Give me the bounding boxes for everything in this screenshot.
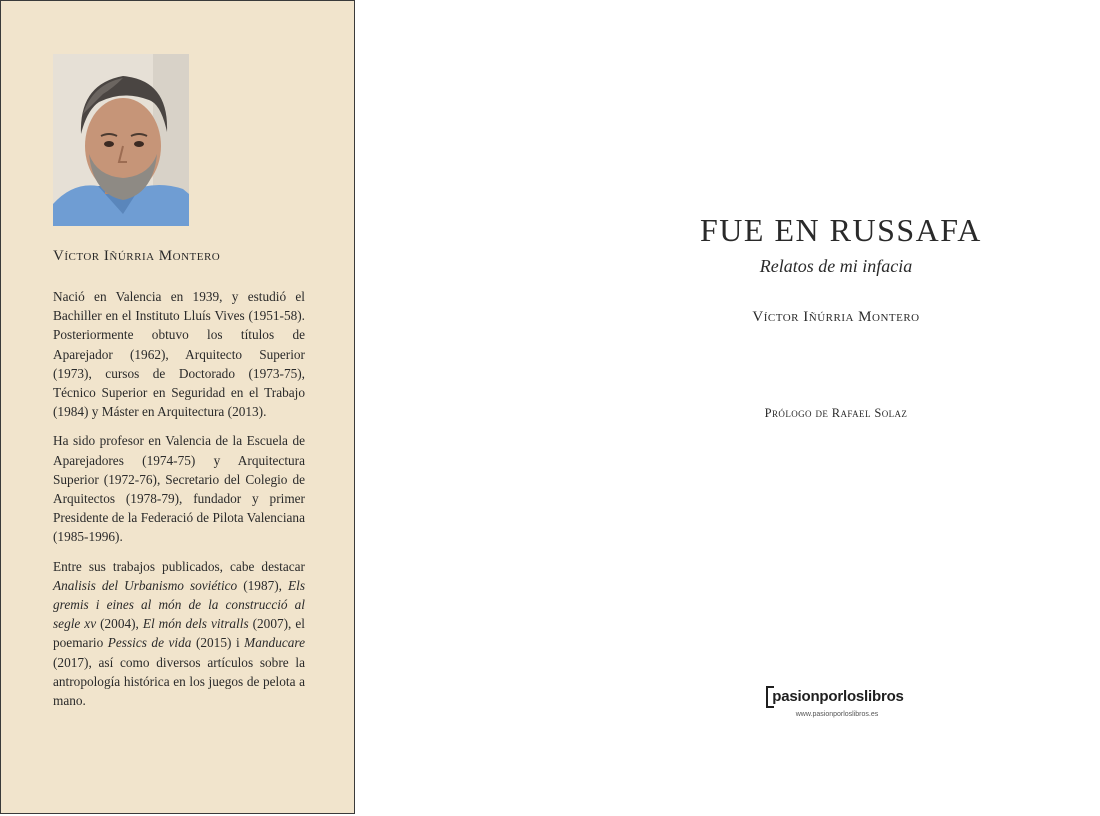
book-title: FUE EN RUSSAFA: [700, 212, 982, 248]
flap-author-name: Víctor Iñúrria Montero: [53, 248, 221, 264]
bio-text: Nació en Valencia en 1939, y estudió el Bachiller en el Instituto Lluís Vives (1951-58). Posteriormente obtuvo los títulos de Aparejador (1962), Arquitecto Superior (1973), cursos de Doctorado (1973-75), Técnico Superior en Seguridad en el Trabajo (1984) y Máster en Arquitectura (2013).: [53, 289, 305, 420]
work-title: Els gremis i eines al món de la construcció al segle xv: [53, 577, 305, 632]
bio-text: (2007), el poemario: [53, 616, 305, 651]
bio-paragraph: [53, 431, 305, 546]
title-page-author: Víctor Iñúrria Montero: [752, 309, 920, 325]
author-biography: [53, 287, 305, 720]
author-photo: [53, 54, 189, 226]
book-bracket-icon: [766, 686, 774, 708]
publisher-name-text: pasionporloslibros: [772, 688, 904, 705]
work-title: El món dels vitralls: [142, 616, 249, 632]
book-subtitle: Relatos de mi infacia: [759, 256, 913, 276]
bio-paragraph: [53, 287, 305, 421]
author-portrait-icon: [53, 54, 189, 226]
work-title: Analisis del Urbanismo soviético: [53, 577, 238, 593]
work-title: Manducare: [244, 635, 305, 651]
work-title: Pessics de vida: [107, 635, 192, 651]
bio-text: (2015) i: [191, 635, 245, 651]
bio-text: Ha sido profesor en Valencia de la Escuela de Aparejadores (1974-75) y Arquitectura Superior (1972-76), Secretario del Colegio de Arquitectos (1978-79), fundador y primer Presidente de la Federació de Pilota Valenciana (1985-1996).: [53, 433, 305, 545]
publisher-logo: [762, 686, 912, 718]
bio-text: Entre sus trabajos publicados, cabe destacar: [53, 558, 305, 574]
publisher-name: [766, 686, 907, 708]
prologue-credit: Prólogo de Rafael Solaz: [764, 406, 908, 420]
bio-text: (1987),: [237, 577, 288, 593]
bio-text: (2004),: [96, 616, 143, 632]
publisher-url: www.pasionporloslibros.es: [795, 711, 879, 718]
bio-text: (2017), así como diversos artículos sobre la antropología histórica en los juegos de pelota a mano.: [53, 654, 305, 709]
back-cover-flap: [0, 0, 355, 814]
bio-paragraph: [53, 557, 305, 711]
